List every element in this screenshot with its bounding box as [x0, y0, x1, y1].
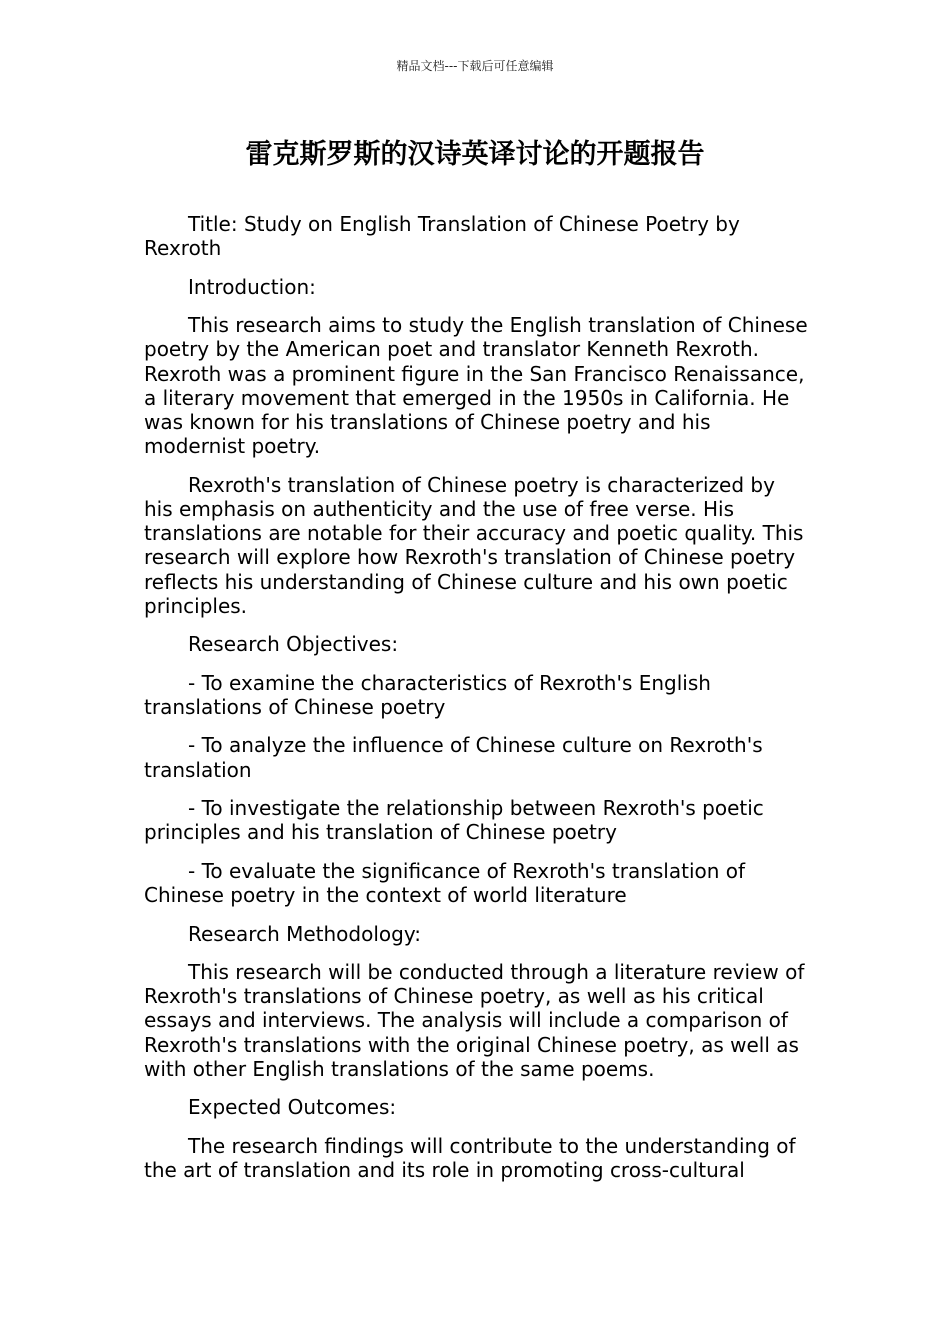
objective-item: - To evaluate the significance of Rexroth's translation of Chinese poetry in the context of world literature	[144, 858, 746, 908]
section-heading-methodology: Research Methodology:	[188, 921, 421, 946]
section-heading-introduction: Introduction:	[188, 274, 316, 299]
body-paragraph: The research findings will contribute to the understanding of the art of translation and its role in promoting cross-cultural	[144, 1133, 796, 1183]
title-paragraph: Title: Study on English Translation of Chinese Poetry by Rexroth	[144, 212, 740, 261]
body-paragraph: This research will be conducted through a literature review of Rexroth's translations of Chinese poetry, as well as his critical essays and interviews. The analysis will include a comparison of Rexroth's translations with the original Chinese poetry, as well as with other English translations of the same poems.	[144, 960, 805, 1081]
body-paragraph: This research aims to study the English translation of Chinese poetry by the American poet and translator Kenneth Rexroth. Rexroth was a prominent figure in the San Francisco Renaissance, a literary movement that emerged in the 1950s in California. He was known for his translations of Chinese poetry and his modernist poetry.	[144, 313, 808, 459]
section-heading-objectives: Research Objectives:	[188, 632, 399, 657]
objective-item: - To examine the characteristics of Rexroth's English translations of Chinese poetry	[144, 670, 711, 719]
document-body	[144, 212, 808, 1197]
objective-item: - To analyze the influence of Chinese culture on Rexroth's translation	[144, 733, 763, 782]
document-title: 雷克斯罗斯的汉诗英译讨论的开题报告	[245, 139, 705, 170]
section-heading-outcomes: Expected Outcomes:	[188, 1095, 397, 1120]
objective-item: - To investigate the relationship between Rexroth's poetic principles and his translation of Chinese poetry	[144, 796, 764, 845]
header-note: 精品文档---下载后可任意编辑	[396, 59, 554, 73]
body-paragraph: Rexroth's translation of Chinese poetry is characterized by his emphasis on authenticity and the use of free verse. His translations are notable for their accuracy and poetic quality. This research will explore how Rexroth's translation of Chinese poetry reflects his understanding of Chinese culture and his own poetic principles.	[144, 472, 804, 618]
